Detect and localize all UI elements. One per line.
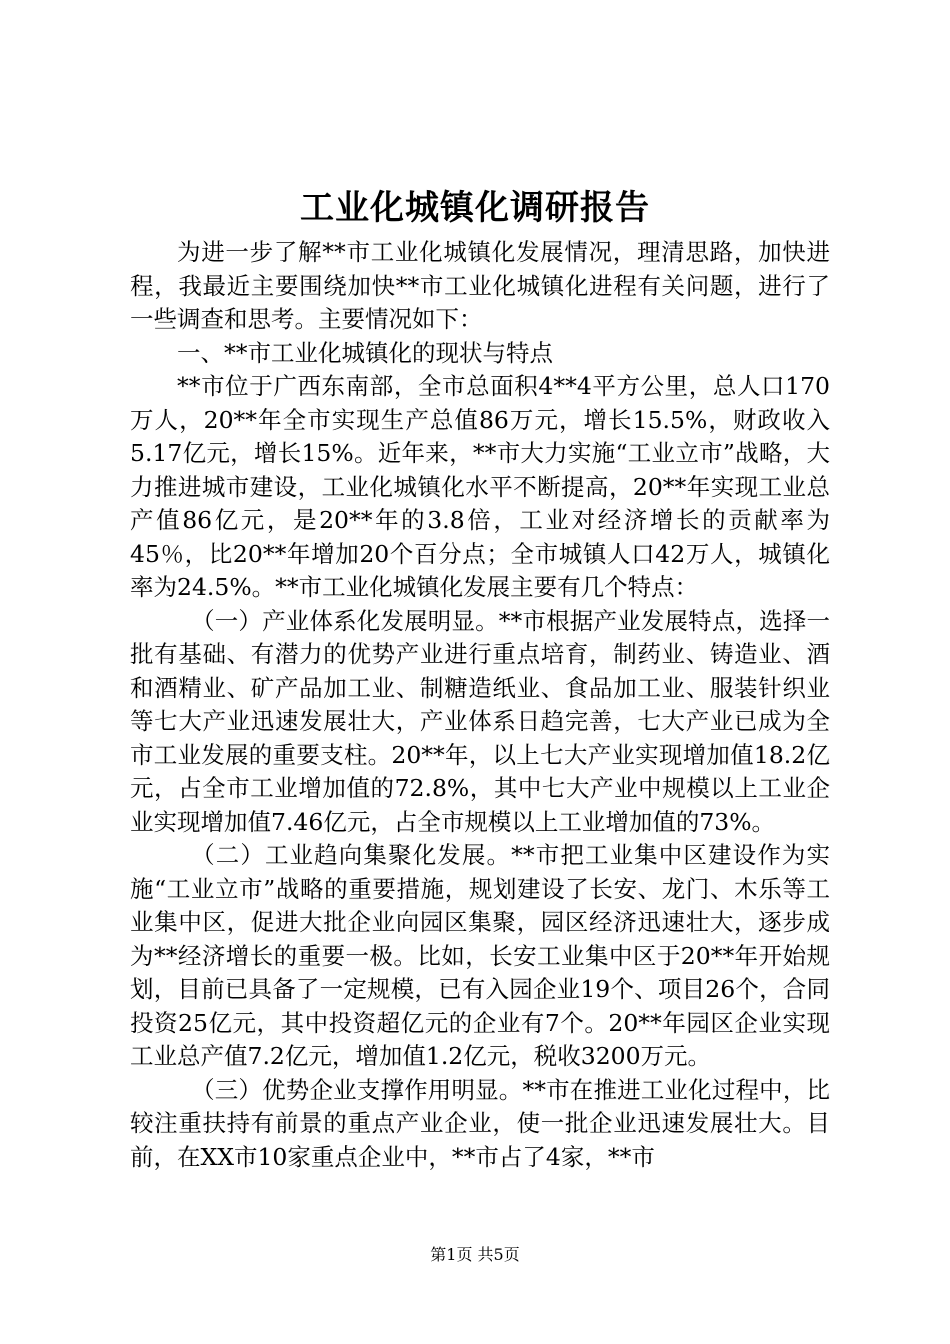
- intro-paragraph: 为进一步了解**市工业化城镇化发展情况，理清思路，加快进程，我最近主要围绕加快**市工业化城镇化进程有关问题，进行了一些调查和思考。主要情况如下：: [130, 238, 830, 333]
- feature-paragraph-2: （二）工业趋向集聚化发展。**市把工业集中区建设作为实施“工业立市”战略的重要措施，规划建设了长安、龙门、木乐等工业集中区，促进大批企业向园区集聚，园区经济迅速壮大，逐步成为**经济增长的重要一极。比如，长安工业集中区于20**年开始规划，目前已具备了一定规模，已有入园企业19个、项目26个，合同投资25亿元，其中投资超亿元的企业有7个。20**年园区企业实现工业总产值7.2亿元，增加值1.2亿元，税收3200万元。: [130, 841, 830, 1070]
- document-title: 工业化城镇化调研报告: [300, 188, 650, 228]
- page-footer: 第1页 共5页: [430, 1245, 520, 1264]
- feature-paragraph-1: （一）产业体系化发展明显。**市根据产业发展特点，选择一批有基础、有潜力的优势产业进行重点培育，制药业、铸造业、酒和酒精业、矿产品加工业、制糖造纸业、食品加工业、服装针织业等七大产业迅速发展壮大，产业体系日趋完善，七大产业已成为全市工业发展的重要支柱。20**年，以上七大产业实现增加值18.2亿元，占全市工业增加值的72.8%，其中七大产业中规模以上工业企业实现增加值7.46亿元，占全市规模以上工业增加值的73%。: [130, 606, 830, 836]
- document-body: [130, 236, 830, 1174]
- feature-paragraph-3: （三）优势企业支撑作用明显。**市在推进工业化过程中，比较注重扶持有前景的重点产业企业，使一批企业迅速发展壮大。目前，在XX市10家重点企业中，**市占了4家，**市: [130, 1075, 830, 1171]
- section-heading: 一、**市工业化城镇化的现状与特点: [177, 338, 553, 367]
- overview-paragraph: **市位于广西东南部，全市总面积4**4平方公里，总人口170万人，20**年全市实现生产总值86万元，增长15.5%，财政收入5.17亿元，增长15%。近年来，**市大力实施“工业立市”战略，大力推进城市建设，工业化城镇化水平不断提高，20**年实现工业总产值86亿元，是20**年的3.8倍，工业对经济增长的贡献率为45％，比20**年增加20个百分点；全市城镇人口42万人，城镇化率为24.5%。**市工业化城镇化发展主要有几个特点：: [130, 372, 830, 601]
